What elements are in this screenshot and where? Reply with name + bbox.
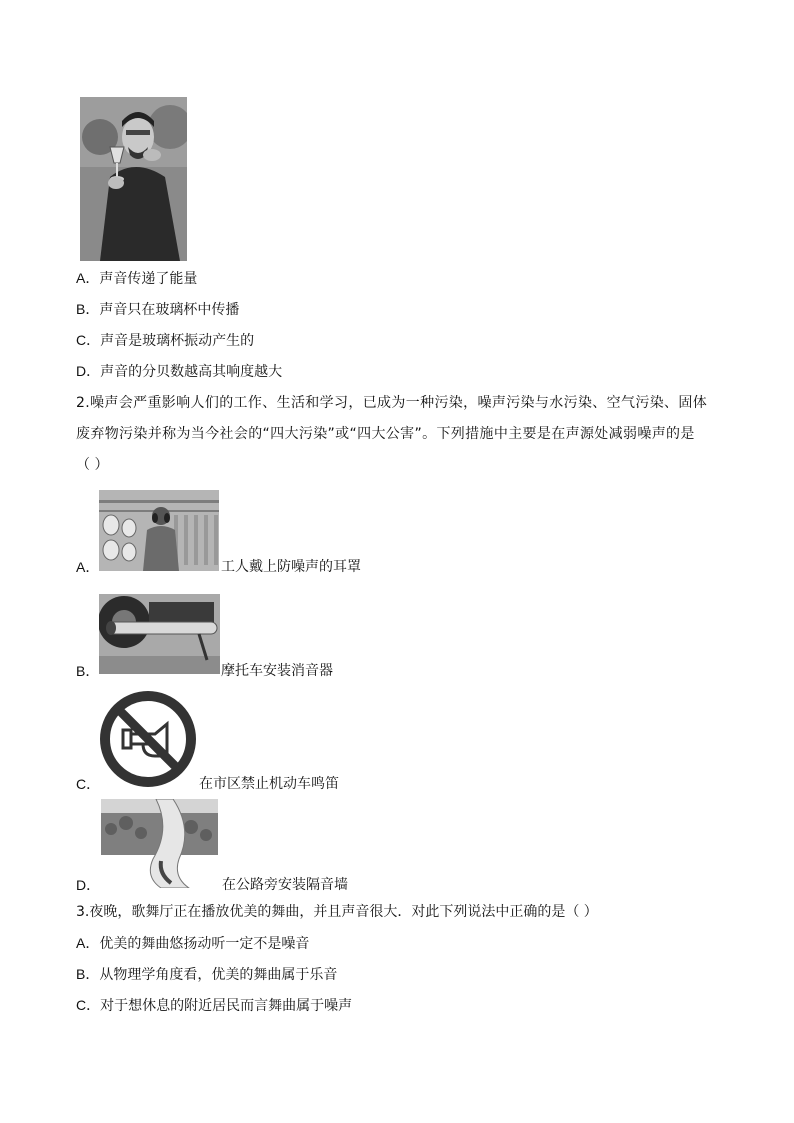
q1-option-b: [76, 299, 239, 320]
option-letter: C．: [76, 997, 101, 1013]
option-text: 声音是玻璃杯振动产生的: [100, 333, 255, 349]
q2-option-c: [76, 774, 100, 795]
option-letter: A．: [76, 270, 100, 286]
option-text: 声音只在玻璃杯中传播: [99, 302, 240, 318]
q2-stem-line2: 废弃物污染并称为当今社会的“四大污染”或“四大公害”。下列措施中主要是在声源处减弱噪声的是: [76, 426, 695, 442]
option-letter: B．: [76, 301, 100, 317]
singer-glass-photo: [80, 97, 187, 261]
q2-option-a-text: 工人戴上防噪声的耳罩: [221, 559, 361, 575]
q1-option-c: [76, 330, 254, 351]
q1-option-d: [76, 361, 282, 382]
option-letter: D．: [76, 877, 101, 893]
q2-option-d-text: 在公路旁安装隔音墙: [222, 877, 348, 893]
option-letter: B．: [76, 663, 100, 679]
q3-option-c: [76, 995, 352, 1016]
option-text: 对于想休息的附近居民而言舞曲属于噪声: [100, 998, 353, 1014]
q3-option-a: [76, 933, 309, 954]
option-letter: A．: [76, 935, 100, 951]
option-text: 声音的分贝数越高其响度越大: [100, 364, 283, 380]
q2-stem-line1: 2.噪声会严重影响人们的工作、生活和学习，已成为一种污染，噪声污染与水污染、空气污染、固体: [76, 395, 708, 411]
highway-sound-barrier-photo: [101, 799, 218, 888]
q2-option-b-text: 摩托车安装消音器: [221, 663, 333, 679]
option-letter: A．: [76, 559, 100, 575]
q2-option-d: [76, 875, 100, 896]
q2-option-c-text: 在市区禁止机动车鸣笛: [199, 776, 339, 792]
q1-option-a: [76, 268, 197, 289]
q2-option-b: [76, 661, 99, 682]
q2-option-a: [76, 557, 99, 578]
q3-option-b: [76, 964, 337, 985]
option-letter: C．: [76, 776, 101, 792]
factory-worker-photo: [99, 490, 219, 571]
option-text: 声音传递了能量: [99, 271, 198, 287]
motorcycle-muffler-photo: [99, 594, 220, 674]
q2-answer-blank: （ ）: [76, 457, 109, 473]
option-text: 优美的舞曲悠扬动听一定不是噪音: [99, 936, 310, 952]
option-letter: C．: [76, 332, 101, 348]
q3-stem: 3.夜晚，歌舞厅正在播放优美的舞曲，并且声音很大．对此下列说法中正确的是（ ）: [76, 904, 598, 920]
option-letter: B．: [76, 966, 100, 982]
option-letter: D．: [76, 363, 101, 379]
option-text: 从物理学角度看，优美的舞曲属于乐音: [99, 967, 338, 983]
no-honking-sign-icon: [99, 690, 197, 788]
